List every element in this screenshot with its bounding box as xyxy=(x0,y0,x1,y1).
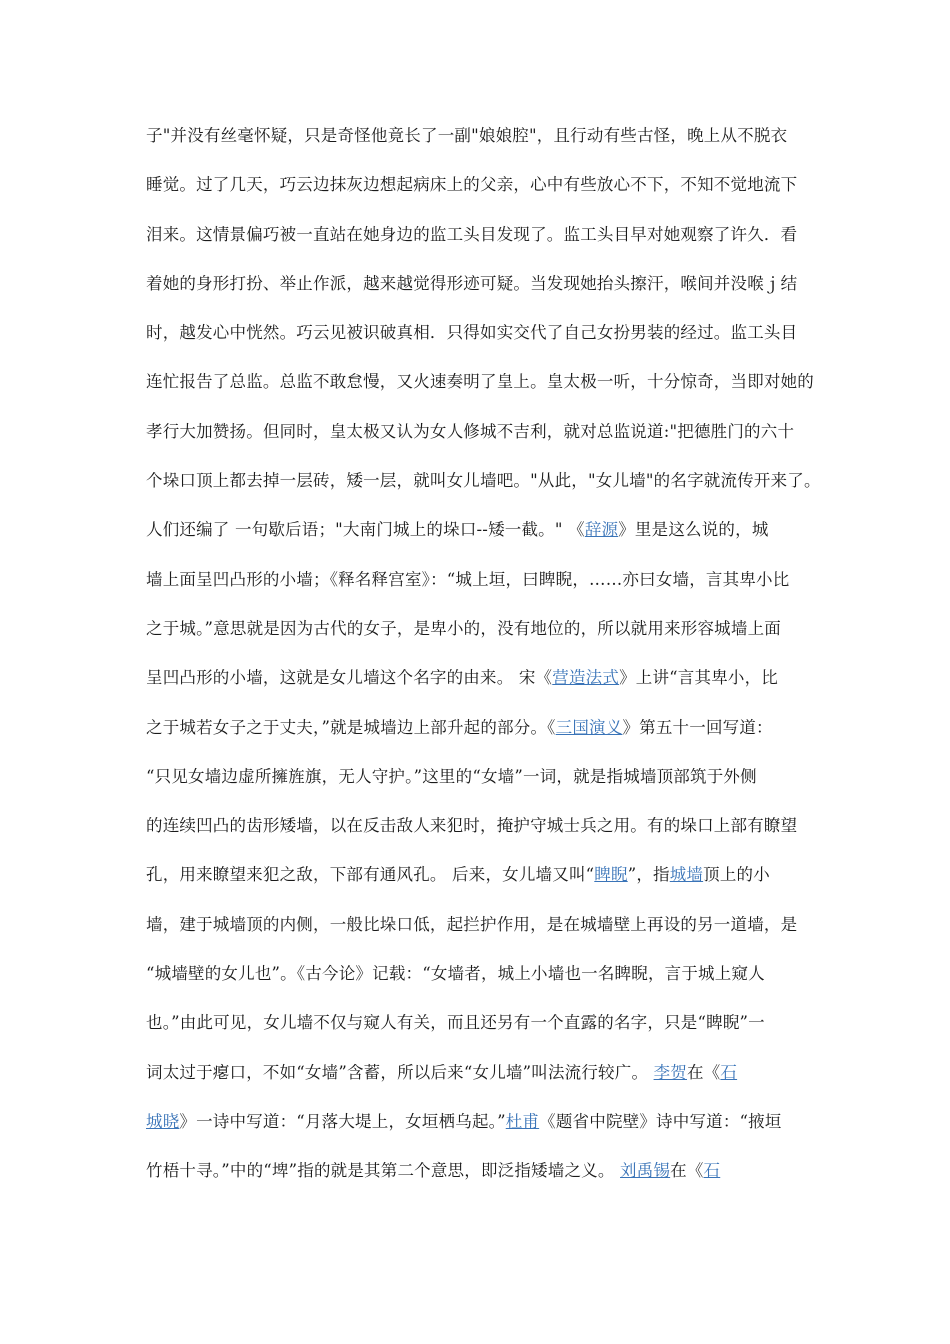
text-line xyxy=(146,167,818,216)
text-line xyxy=(146,907,818,956)
text-line xyxy=(146,857,818,906)
hyperlink[interactable]: 辞源 xyxy=(584,520,619,540)
text-line xyxy=(146,1055,818,1104)
text-run: 之于城。”意思就是因为古代的女子，是卑小的，没有地位的，所以就用来形容城墙上面 xyxy=(146,618,781,638)
text-line xyxy=(146,562,818,611)
text-run: 泪来。这情景偏巧被一直站在她身边的监工头目发现了。监工头目早对她观察了许久．看 xyxy=(146,224,798,244)
text-run: 墙上面呈凹凸形的小墙；《释名释宫室》：“城上垣，曰睥睨，……亦曰女墙，言其卑小比 xyxy=(146,569,790,589)
text-run: 孔，用来瞭望来犯之敌，下部有通风孔。 后来，女儿墙又叫“ xyxy=(146,865,595,885)
text-run: “只见女墙边虚所擁旌旗，无人守护。”这里的“女墙”一词，就是指城墙顶部筑于外侧 xyxy=(146,766,757,786)
text-run: 《题省中院壁》诗中写道：“掖垣 xyxy=(539,1111,782,1131)
text-run: 也。”由此可见，女儿墙不仅与窥人有关，而且还另有一个直露的名字，只是“睥睨”一 xyxy=(146,1013,765,1033)
hyperlink[interactable]: 城晓 xyxy=(146,1111,180,1131)
text-run: 着她的身形打扮、举止作派，越来越觉得形迹可疑。当发现她抬头擦汗，喉间并没喉ｊ结 xyxy=(146,273,798,293)
text-line xyxy=(146,266,818,315)
text-line xyxy=(146,217,818,266)
hyperlink[interactable]: 三国演义 xyxy=(555,717,623,737)
hyperlink[interactable]: 李贺 xyxy=(653,1062,687,1082)
text-line xyxy=(146,759,818,808)
text-run: 词太过于瘪口，不如“女墙”含蓄，所以后来“女儿墙”叫法流行较广。 xyxy=(146,1062,654,1082)
text-run: 之于城若女子之于丈夫，”就是城墙边上部升起的部分。《 xyxy=(146,717,556,737)
text-run: 》里是这么说的，城 xyxy=(618,520,769,540)
document-body xyxy=(146,118,821,1203)
text-run: 呈凹凸形的小墙，这就是女儿墙这个名字的由来。 宋《 xyxy=(146,668,553,688)
text-run: 子"并没有丝毫怀疑，只是奇怪他竟长了一副"娘娘腔"，且行动有些古怪，晚上从不脱衣 xyxy=(146,126,788,145)
text-run: 墙，建于城墙顶的内侧，一般比垛口低，起拦护作用，是在城墙壁上再设的另一道墙，是 xyxy=(146,914,798,934)
text-run: 个垛口顶上都去掉一层砖，矮一层，就叫女儿墙吧。"从此，"女儿墙"的名字就流传开来了。 xyxy=(146,471,821,491)
hyperlink[interactable]: 石 xyxy=(720,1062,738,1082)
hyperlink[interactable]: 杜甫 xyxy=(505,1111,540,1131)
text-line xyxy=(146,414,818,463)
hyperlink[interactable]: 营造法式 xyxy=(552,668,620,688)
hyperlink[interactable]: 睥睨 xyxy=(594,865,628,885)
text-line xyxy=(146,1005,818,1054)
hyperlink[interactable]: 刘禹锡 xyxy=(620,1161,671,1181)
text-run: ”，指 xyxy=(627,865,670,885)
text-run: 顶上的小 xyxy=(703,865,770,885)
text-run: 连忙报告了总监。总监不敢怠慢，又火速奏明了皇上。皇太极一听，十分惊奇，当即对她的 xyxy=(146,372,814,392)
text-line xyxy=(146,364,818,413)
text-run: 时，越发心中恍然。巧云见被识破真相．只得如实交代了自己女扮男装的经过。监工头目 xyxy=(146,323,798,343)
text-line xyxy=(146,463,821,512)
text-line xyxy=(146,956,818,1005)
text-line xyxy=(146,611,818,660)
text-line xyxy=(146,512,818,561)
text-line xyxy=(146,315,818,364)
text-line xyxy=(146,1153,818,1202)
text-line xyxy=(146,118,818,167)
text-run: 》一诗中写道：“月落大堤上，女垣栖乌起。” xyxy=(179,1111,506,1131)
text-run: 竹梧十寻。”中的“埤”指的就是其第二个意思，即泛指矮墙之义。 xyxy=(146,1161,621,1181)
text-run: “城墙壁的女儿也”。《古今论》记载：“女墙者，城上小墙也一名睥睨，言于城上窥人 xyxy=(146,964,765,984)
text-run: 孝行大加赞扬。但同时，皇太极又认为女人修城不吉利，就对总监说道:"把德胜门的六十 xyxy=(146,421,795,441)
text-run: 》第五十一回写道： xyxy=(622,717,773,737)
text-run: 人们还编了 一句歇后语；"大南门城上的垛口--矮一截。" 《 xyxy=(146,520,585,540)
hyperlink[interactable]: 城墙 xyxy=(669,865,704,885)
text-line xyxy=(146,1104,818,1153)
text-run: 睡觉。过了几天，巧云边抹灰边想起病床上的父亲，心中有些放心不下，不知不觉地流下 xyxy=(146,175,798,195)
text-line xyxy=(146,710,818,759)
hyperlink[interactable]: 石 xyxy=(703,1161,721,1181)
text-run: 在《 xyxy=(670,1161,704,1181)
text-line xyxy=(146,660,818,709)
text-run: 的连续凹凸的齿形矮墙，以在反击敌人来犯时，掩护守城士兵之用。有的垛口上部有瞭望 xyxy=(146,816,798,836)
text-run: 在《 xyxy=(687,1062,721,1082)
text-run: 》上讲“言其卑小，比 xyxy=(619,668,778,688)
text-line xyxy=(146,808,818,857)
